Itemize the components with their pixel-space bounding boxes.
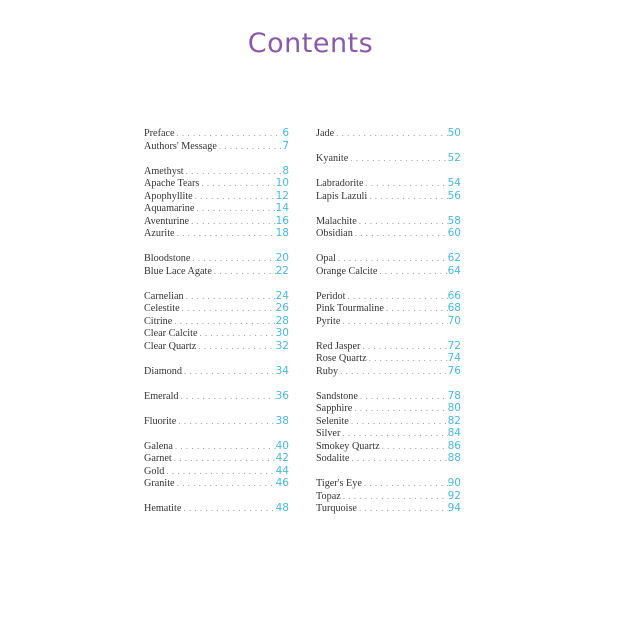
toc-entry-title: Sapphire	[316, 403, 353, 414]
dot-leader	[340, 315, 447, 328]
dot-leader	[197, 327, 275, 340]
dot-leader	[357, 215, 448, 228]
toc-entry-title: Orange Calcite	[316, 265, 378, 277]
dot-leader	[338, 365, 448, 378]
section-spacer	[316, 165, 461, 178]
toc-right-column	[316, 127, 461, 515]
toc-entry-page-number: 26	[275, 302, 289, 314]
toc-entry-title: Fluorite	[144, 415, 177, 427]
toc-entry[interactable]	[144, 415, 289, 428]
toc-entry-title: Emerald	[144, 390, 179, 402]
toc-entry-page-number: 34	[275, 364, 289, 377]
section-spacer	[316, 327, 461, 340]
toc-entry-title: Jade	[316, 128, 335, 139]
toc-entry-page-number: 74	[447, 352, 461, 364]
dot-leader	[190, 252, 275, 265]
toc-entry[interactable]	[316, 302, 461, 315]
dot-leader	[189, 215, 276, 228]
toc-entry[interactable]	[316, 290, 461, 303]
toc-entry-page-number: 68	[447, 302, 461, 314]
dot-leader	[184, 165, 283, 178]
toc-entry[interactable]	[144, 465, 289, 478]
toc-entry[interactable]	[316, 452, 461, 465]
toc-entry-page-number: 54	[447, 177, 461, 189]
toc-entry-page-number: 16	[275, 214, 289, 227]
toc-entry-page-number: 62	[447, 252, 461, 264]
section-spacer	[316, 202, 461, 215]
toc-entry-page-number: 48	[275, 502, 289, 514]
toc-entry-page-number: 94	[447, 502, 461, 514]
toc-entry[interactable]	[316, 402, 461, 415]
dot-leader	[164, 465, 275, 478]
toc-entry[interactable]	[144, 140, 289, 153]
toc-entry[interactable]	[316, 340, 461, 353]
toc-entry[interactable]	[144, 290, 289, 303]
toc-entry-page-number: 84	[447, 427, 461, 439]
dot-leader	[360, 340, 447, 353]
toc-entry-page-number: 52	[447, 152, 461, 164]
toc-entry-title: Celestite	[144, 303, 180, 314]
toc-entry-page-number: 44	[275, 464, 289, 477]
dot-leader	[194, 202, 275, 215]
toc-entry-page-number: 40	[275, 439, 289, 452]
dot-leader	[345, 290, 447, 303]
page-title: Contents	[247, 28, 374, 59]
toc-entry-page-number: 50	[447, 127, 461, 139]
dot-leader	[212, 265, 276, 278]
section-spacer	[144, 277, 289, 290]
toc-entry[interactable]	[316, 427, 461, 440]
toc-entry-page-number: 28	[275, 314, 289, 327]
dot-leader	[348, 152, 447, 165]
section-spacer	[144, 352, 289, 365]
toc-entry-page-number: 42	[275, 452, 289, 464]
toc-entry-page-number: 64	[447, 264, 461, 277]
toc-entry-page-number: 7	[282, 139, 289, 152]
dot-leader	[217, 140, 282, 153]
toc-entry-title: Preface	[144, 128, 175, 139]
dot-leader	[180, 302, 276, 315]
toc-entry[interactable]	[316, 490, 461, 503]
section-spacer	[144, 402, 289, 415]
toc-entry-page-number: 66	[447, 289, 461, 302]
section-spacer	[316, 140, 461, 153]
section-spacer	[316, 240, 461, 253]
dot-leader	[175, 127, 283, 140]
dot-leader	[175, 477, 276, 490]
toc-entry-title: Smokey Quartz	[316, 440, 380, 452]
toc-entry-title: Diamond	[144, 365, 182, 377]
toc-entry[interactable]	[144, 127, 289, 140]
toc-entry-title: Lapis Lazuli	[316, 190, 368, 202]
toc-entry-title: Malachite	[316, 215, 357, 227]
toc-entry-title: Sandstone	[316, 390, 358, 402]
toc-entry-title: Citrine	[144, 315, 173, 327]
toc-entry-title: Silver	[316, 428, 341, 439]
toc-entry-title: Bloodstone	[144, 253, 191, 264]
toc-entry[interactable]	[316, 502, 461, 515]
toc-entry-page-number: 78	[447, 389, 461, 402]
dot-leader	[173, 440, 276, 453]
toc-entry[interactable]	[144, 252, 289, 265]
toc-entry-title: Clear Calcite	[144, 328, 198, 339]
dot-leader	[352, 402, 447, 415]
dot-leader	[367, 190, 447, 203]
dot-leader	[349, 452, 447, 465]
toc-entry-page-number: 46	[275, 477, 289, 489]
toc-entry[interactable]	[316, 390, 461, 403]
dot-leader	[196, 340, 275, 353]
toc-entry[interactable]	[144, 440, 289, 453]
toc-entry-title: Granite	[144, 478, 175, 489]
toc-entry-page-number: 30	[275, 327, 289, 339]
toc-entry-title: Kyanite	[316, 153, 349, 164]
toc-entry-title: Ruby	[316, 365, 339, 377]
toc-entry-title: Selenite	[316, 415, 349, 427]
toc-entry-title: Clear Quartz	[144, 340, 197, 352]
dot-leader	[184, 290, 276, 303]
toc-entry[interactable]	[316, 265, 461, 278]
toc-entry-title: Topaz	[316, 490, 341, 502]
toc-entry-title: Apache Tears	[144, 178, 200, 189]
toc-entry-title: Garnet	[144, 453, 172, 464]
dot-leader	[349, 415, 448, 428]
dot-leader	[377, 265, 447, 278]
toc-entry[interactable]	[144, 165, 289, 178]
dot-leader	[341, 490, 448, 503]
toc-entry-page-number: 14	[275, 202, 289, 214]
toc-entry-title: Carnelian	[144, 290, 184, 302]
toc-entry[interactable]	[316, 190, 461, 203]
toc-entry-title: Peridot	[316, 290, 346, 302]
dot-leader	[172, 315, 275, 328]
toc-entry-page-number: 80	[447, 402, 461, 414]
toc-entry-page-number: 20	[275, 252, 289, 264]
toc-entry-page-number: 8	[282, 164, 289, 177]
toc-entry-page-number: 88	[447, 452, 461, 464]
toc-entry-page-number: 92	[447, 489, 461, 502]
toc-entry-title: Aquamarine	[144, 203, 195, 214]
toc-entry-title: Red Jasper	[316, 340, 361, 352]
section-spacer	[316, 277, 461, 290]
toc-entry-title: Pyrite	[316, 315, 341, 327]
toc-entry[interactable]	[144, 502, 289, 515]
dot-leader	[353, 227, 448, 240]
toc-entry-title: Amethyst	[144, 165, 184, 177]
toc-entry[interactable]	[316, 127, 461, 140]
toc-entry-page-number: 70	[447, 314, 461, 327]
dot-leader	[199, 177, 275, 190]
toc-entry-page-number: 60	[447, 227, 461, 239]
toc-entry[interactable]	[316, 440, 461, 453]
dot-leader	[172, 452, 276, 465]
section-spacer	[144, 490, 289, 503]
dot-leader	[193, 190, 276, 203]
toc-entry-title: Authors' Message	[144, 140, 217, 152]
toc-entry[interactable]	[316, 215, 461, 228]
toc-entry[interactable]	[144, 365, 289, 378]
section-spacer	[144, 377, 289, 390]
toc-entry[interactable]	[316, 252, 461, 265]
toc-entry-page-number: 56	[447, 189, 461, 202]
toc-entry[interactable]	[144, 452, 289, 465]
toc-entry-title: Blue Lace Agate	[144, 265, 212, 277]
dot-leader	[364, 177, 448, 190]
toc-entry-title: Turquoise	[316, 503, 357, 514]
toc-entry[interactable]	[144, 202, 289, 215]
toc-entry[interactable]	[316, 415, 461, 428]
section-spacer	[144, 152, 289, 165]
toc-entry[interactable]	[144, 190, 289, 203]
dot-leader	[176, 415, 275, 428]
dot-leader	[334, 127, 448, 140]
toc-entry-page-number: 24	[275, 289, 289, 302]
toc-entry-title: Gold	[144, 465, 165, 477]
toc-entry-page-number: 38	[275, 414, 289, 427]
toc-entry-page-number: 18	[275, 227, 289, 239]
dot-leader	[367, 352, 448, 365]
toc-entry[interactable]	[144, 315, 289, 328]
section-spacer	[144, 240, 289, 253]
toc-entry-page-number: 86	[447, 439, 461, 452]
dot-leader	[179, 390, 276, 403]
dot-leader	[182, 365, 276, 378]
toc-entry-title: Rose Quartz	[316, 353, 367, 364]
toc-entry-page-number: 10	[275, 177, 289, 189]
toc-entry-title: Opal	[316, 253, 336, 264]
toc-entry-page-number: 76	[447, 364, 461, 377]
toc-entry[interactable]	[316, 365, 461, 378]
toc-entry-title: Labradorite	[316, 178, 364, 189]
toc-entry-title: Sodalite	[316, 453, 350, 464]
dot-leader	[357, 502, 448, 515]
dot-leader	[340, 427, 447, 440]
toc-entry[interactable]	[316, 177, 461, 190]
toc-entry[interactable]	[144, 477, 289, 490]
toc-entry-title: Obsidian	[316, 228, 353, 239]
dot-leader	[380, 440, 448, 453]
dot-leader	[175, 227, 276, 240]
toc-entry[interactable]	[144, 177, 289, 190]
section-spacer	[316, 377, 461, 390]
toc-entry[interactable]	[316, 352, 461, 365]
toc-entry-page-number: 12	[275, 189, 289, 202]
toc-entry-title: Apophyllite	[144, 190, 193, 202]
toc-entry-page-number: 58	[447, 214, 461, 227]
toc-entry-title: Aventurine	[144, 215, 190, 227]
toc-entry[interactable]	[144, 327, 289, 340]
dot-leader	[336, 252, 448, 265]
toc-entry[interactable]	[144, 265, 289, 278]
toc-entry-page-number: 6	[282, 127, 289, 139]
toc-entry[interactable]	[144, 215, 289, 228]
toc-entry[interactable]	[316, 315, 461, 328]
toc-entry[interactable]	[144, 227, 289, 240]
toc-entry[interactable]	[144, 302, 289, 315]
toc-entry-title: Hematite	[144, 503, 182, 514]
toc-entry[interactable]	[316, 227, 461, 240]
toc-entry[interactable]	[316, 152, 461, 165]
section-spacer	[144, 427, 289, 440]
dot-leader	[181, 502, 275, 515]
section-spacer	[316, 465, 461, 478]
toc-entry-title: Tiger's Eye	[316, 478, 362, 489]
toc-entry-page-number: 36	[275, 389, 289, 402]
toc-entry[interactable]	[316, 477, 461, 490]
toc-left-column	[144, 127, 289, 515]
dot-leader	[358, 390, 448, 403]
toc-entry-page-number: 90	[447, 477, 461, 489]
toc-entry-page-number: 72	[447, 339, 461, 352]
toc-entry-page-number: 82	[447, 414, 461, 427]
toc-entry-page-number: 32	[275, 339, 289, 352]
dot-leader	[384, 302, 448, 315]
toc-entry-title: Galena	[144, 440, 173, 452]
toc-entry-title: Azurite	[144, 228, 175, 239]
toc-entry-page-number: 22	[275, 264, 289, 277]
toc-entry-title: Pink Tourmaline	[316, 303, 384, 314]
toc-entry[interactable]	[144, 340, 289, 353]
toc-entry[interactable]	[144, 390, 289, 403]
dot-leader	[362, 477, 448, 490]
